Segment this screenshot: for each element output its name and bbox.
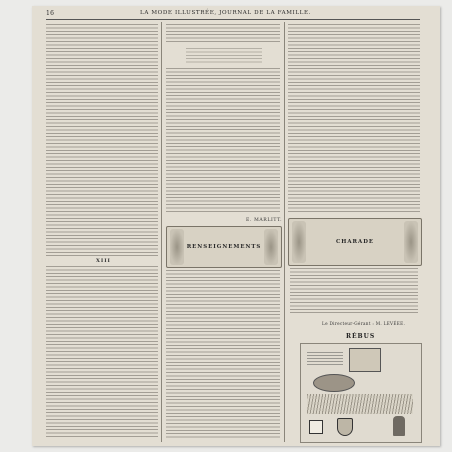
rebus-illustration: [300, 343, 422, 443]
column-1-text-bottom: [46, 266, 158, 438]
renseignements-banner: [166, 226, 282, 268]
story-signature: E. MARLITT.: [246, 218, 283, 223]
column-1-text-top: [46, 24, 158, 256]
header-rule: [46, 19, 420, 20]
column-2-verse: [186, 48, 262, 64]
banner-ornament-right: [264, 229, 278, 265]
charade-banner: [288, 218, 422, 266]
figure-icon: [393, 416, 405, 436]
letter-block-icon: [349, 348, 381, 372]
page-number: 16: [46, 10, 55, 17]
renseignements-heading: RENSEIGNEMENTS: [186, 244, 262, 250]
shield-icon: [337, 418, 353, 436]
charade-text: [290, 268, 418, 314]
column-2-text-middle: [166, 68, 280, 214]
column-2-text-top: [166, 24, 280, 44]
charade-heading: CHARADE: [335, 239, 374, 245]
column-rule-1: [161, 22, 162, 442]
dice-icon: [309, 420, 323, 434]
music-staff-icon: [307, 352, 343, 366]
column-3-text-top: [288, 24, 420, 214]
renseignements-text: [166, 270, 280, 440]
banner-ornament-right: [404, 221, 418, 263]
grass-icon: [307, 394, 413, 414]
editor-line: Le Directeur-Gérant : M. LEVÉEE.: [322, 321, 406, 326]
rebus-title: RÉBUS: [346, 333, 376, 340]
section-mark: XIII: [96, 258, 111, 264]
basket-icon: [313, 374, 355, 392]
column-rule-2: [284, 22, 285, 442]
running-head: LA MODE ILLUSTRÉE, JOURNAL DE LA FAMILLE.: [140, 10, 312, 16]
